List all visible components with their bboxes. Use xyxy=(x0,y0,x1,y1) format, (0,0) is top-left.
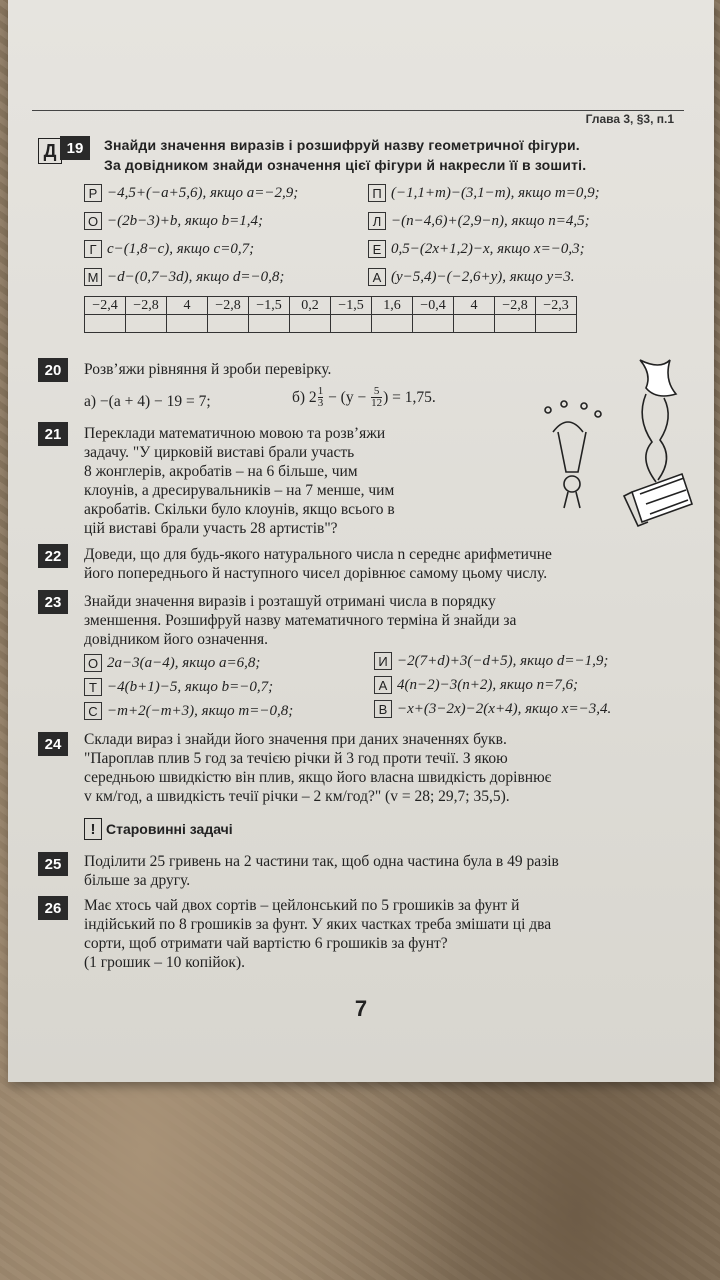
problem-number-20: 20 xyxy=(38,358,68,382)
section-heading xyxy=(84,818,233,840)
problem-number-19: 19 xyxy=(60,136,90,160)
p26-line: індійський по 8 грошиків за фунт. У яких частках треба змішати ці два xyxy=(84,916,552,933)
p21-line: акробатів. Скільки було клоунів, якщо всього в xyxy=(84,501,395,518)
letter-box: А xyxy=(374,676,392,694)
option-expr: 4(n−2)−3(n+2), якщо n=7,6; xyxy=(397,676,578,693)
p20-a: а) −(a + 4) − 19 = 7; xyxy=(84,393,211,410)
p22-line: Доведи, що для будь-якого натурального числа n середнє арифметичне xyxy=(84,546,552,563)
problem-number-24: 24 xyxy=(38,732,68,756)
p21-line: Переклади математичною мовою та розв’яжи xyxy=(84,425,386,442)
answer-table xyxy=(84,296,577,333)
p23-line: Знайди значення виразів і розташуй отримані числа в порядку xyxy=(84,593,496,610)
letter-box: Г xyxy=(84,240,102,258)
p25-line: більше за другу. xyxy=(84,872,191,889)
option-expr: −2(7+d)+3(−d+5), якщо d=−1,9; xyxy=(397,652,609,669)
empty-cell xyxy=(495,315,536,333)
problem-number-23: 23 xyxy=(38,590,68,614)
letter-box: Л xyxy=(368,212,386,230)
p19-option xyxy=(368,240,585,258)
p19-line-2: За довідником знайди означення цієї фігури й накресли її в зошиті. xyxy=(104,157,587,173)
answer-values-row xyxy=(85,297,577,315)
answer-cell: 4 xyxy=(167,297,208,315)
problem-number-25: 25 xyxy=(38,852,68,876)
empty-cell xyxy=(536,315,577,333)
p19-line-1: Знайди значення виразів і розшифруй назву геометричної фігури. xyxy=(104,137,580,153)
empty-cell xyxy=(167,315,208,333)
letter-box: Е xyxy=(368,240,386,258)
p26-line: (1 грошик – 10 копійок). xyxy=(84,954,245,971)
eq-part: − (y − xyxy=(324,389,371,406)
p23-option xyxy=(84,678,273,696)
answer-letters-row xyxy=(85,315,577,333)
chapter-header: Глава 3, §3, п.1 xyxy=(585,112,674,126)
p22-line: його попереднього й наступного чисел дорівнює самому цьому числу. xyxy=(84,565,548,582)
answer-cell: −1,5 xyxy=(331,297,372,315)
p21-line: клоунів, а дресирувальників – на 7 менше, чим xyxy=(84,482,395,499)
letter-box: А xyxy=(368,268,386,286)
letter-box: П xyxy=(368,184,386,202)
option-expr: −(2b−3)+b, якщо b=1,4; xyxy=(107,212,263,229)
letter-box: М xyxy=(84,268,102,286)
p19-option xyxy=(368,184,600,202)
p26-line: сорти, щоб отримати чай вартістю 6 грошиків за фунт? xyxy=(84,935,448,952)
answer-cell: 1,6 xyxy=(372,297,413,315)
circus-illustration-icon xyxy=(528,352,698,532)
option-expr: c−(1,8−c), якщо c=0,7; xyxy=(107,240,255,257)
p23-option xyxy=(374,676,578,694)
answer-cell: −2,4 xyxy=(85,297,126,315)
p25-line: Поділити 25 гривень на 2 частини так, щоб одна частина була в 49 разів xyxy=(84,853,559,870)
textbook-page xyxy=(8,0,714,1082)
p23-line: довідником його означення. xyxy=(84,631,268,648)
problem-number-26: 26 xyxy=(38,896,68,920)
p20-b xyxy=(292,386,436,409)
p21-line: задачу. "У цирковій виставі брали участь xyxy=(84,444,355,461)
empty-cell xyxy=(85,315,126,333)
answer-cell: −1,5 xyxy=(249,297,290,315)
p19-option xyxy=(84,212,263,230)
p19-option xyxy=(84,268,284,286)
empty-cell xyxy=(413,315,454,333)
answer-cell: −2,8 xyxy=(126,297,167,315)
option-expr: −4(b+1)−5, якщо b=−0,7; xyxy=(107,678,274,695)
letter-box: Р xyxy=(84,184,102,202)
p24-line: середньою швидкістю він плив, якщо його власна швидкість дорівнює xyxy=(84,769,552,786)
option-expr: (y−5,4)−(−2,6+y), якщо y=3. xyxy=(391,268,575,285)
p21-line: цій виставі брали участь 28 артистів"? xyxy=(84,520,338,537)
option-expr: −x+(3−2x)−2(x+4), якщо x=−3,4. xyxy=(397,700,612,717)
eq-part: б) 2 xyxy=(292,389,317,406)
p20-text: Розв’яжи рівняння й зроби перевірку. xyxy=(84,361,332,378)
answer-cell: −0,4 xyxy=(413,297,454,315)
letter-box: Т xyxy=(84,678,102,696)
empty-cell xyxy=(249,315,290,333)
fraction: $\frac{5}{12}$ xyxy=(371,385,383,409)
p23-option xyxy=(374,652,608,670)
p21-line: 8 жонглерів, акробатів – на 6 більше, чим xyxy=(84,463,358,480)
option-expr: −(n−4,6)+(2,9−n), якщо n=4,5; xyxy=(391,212,590,229)
section-title: Старовинні задачі xyxy=(106,821,233,837)
eq-part: ) = 1,75. xyxy=(383,389,436,406)
p19-option xyxy=(368,268,575,286)
p19-option xyxy=(84,184,298,202)
p24-line: v км/год, а швидкість течії річки – 2 км/год?" (v = 28; 29,7; 35,5). xyxy=(84,788,510,805)
letter-box: С xyxy=(84,702,102,720)
problem-number-22: 22 xyxy=(38,544,68,568)
difficulty-mark: Д xyxy=(38,138,62,164)
answer-cell: 0,2 xyxy=(290,297,331,315)
empty-cell xyxy=(208,315,249,333)
answer-cell: 4 xyxy=(454,297,495,315)
option-expr: 0,5−(2x+1,2)−x, якщо x=−0,3; xyxy=(391,240,585,257)
empty-cell xyxy=(372,315,413,333)
option-expr: −d−(0,7−3d), якщо d=−0,8; xyxy=(107,268,285,285)
answer-cell: −2,3 xyxy=(536,297,577,315)
empty-cell xyxy=(290,315,331,333)
empty-cell xyxy=(331,315,372,333)
option-expr: −4,5+(−a+5,6), якщо a=−2,9; xyxy=(107,184,299,201)
answer-cell: −2,8 xyxy=(208,297,249,315)
p24-line: "Пароплав плив 5 год за течією річки й 3 год проти течії. З якою xyxy=(84,750,508,767)
p24-line: Склади вираз і знайди його значення при даних значеннях букв. xyxy=(84,731,507,748)
p23-option xyxy=(84,702,293,720)
letter-box: В xyxy=(374,700,392,718)
letter-box: И xyxy=(374,652,392,670)
empty-cell xyxy=(454,315,495,333)
p23-option xyxy=(84,654,260,672)
letter-box: О xyxy=(84,654,102,672)
option-expr: −m+2(−m+3), якщо m=−0,8; xyxy=(107,702,294,719)
option-expr: (−1,1+m)−(3,1−m), якщо m=0,9; xyxy=(391,184,600,201)
exclamation-icon: ! xyxy=(84,818,102,840)
answer-cell: −2,8 xyxy=(495,297,536,315)
page-number: 7 xyxy=(354,996,368,1021)
empty-cell xyxy=(126,315,167,333)
p19-option xyxy=(368,212,590,230)
letter-box: О xyxy=(84,212,102,230)
p23-line: зменшення. Розшифруй назву математичного терміна й знайди за xyxy=(84,612,517,629)
problem-number-21: 21 xyxy=(38,422,68,446)
fraction: 1 3 xyxy=(317,385,324,409)
p23-option xyxy=(374,700,611,718)
header-rule xyxy=(32,110,684,111)
p26-line: Має хтось чай двох сортів – цейлонський по 5 грошиків за фунт й xyxy=(84,897,520,914)
option-expr: 2a−3(a−4), якщо a=6,8; xyxy=(107,654,261,671)
p19-option xyxy=(84,240,254,258)
